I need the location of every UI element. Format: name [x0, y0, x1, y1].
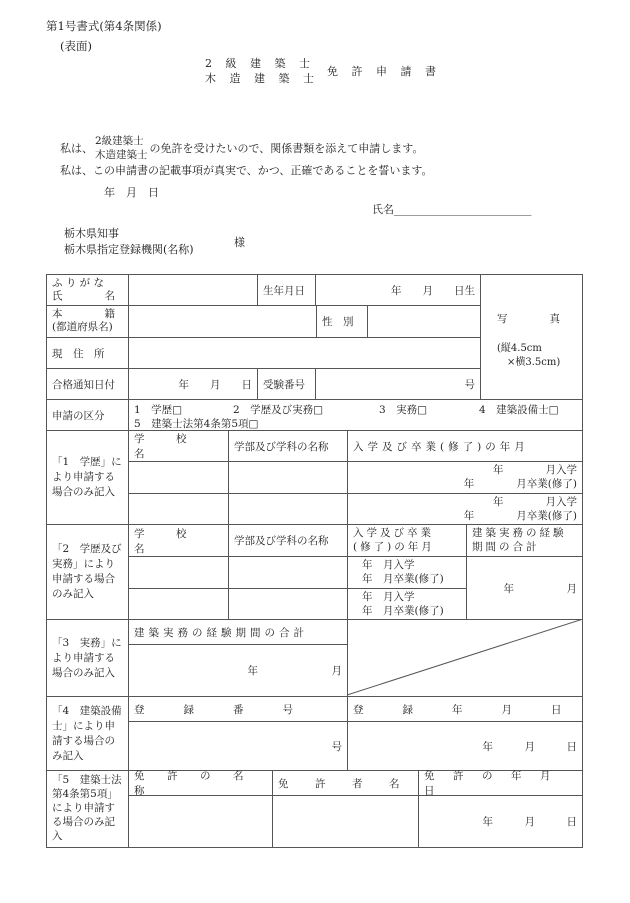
sec4-reg-number-input[interactable]: 号	[128, 721, 348, 771]
sec5-col-license-name: 免 許 の 名 称	[128, 770, 273, 796]
statement-option-2kyu: 2級建築士	[95, 135, 144, 147]
category-option-4[interactable]: 4 建築設備士□	[479, 404, 559, 416]
domicile-input[interactable]	[128, 305, 317, 338]
sec2-col-experience: 建築実務の経験 期間の合計	[466, 524, 583, 557]
sec1-dept-input-1[interactable]	[228, 461, 348, 494]
title-option-2kyu: 2 級 建 築 士	[205, 57, 315, 70]
name-underline: _________________________	[394, 203, 532, 216]
application-statement	[60, 134, 423, 162]
category-label: 申請の区分	[46, 399, 129, 431]
name-input[interactable]	[128, 274, 258, 306]
sec1-label: 「1 学歴」により申請する場合のみ記入	[46, 430, 129, 525]
form-number: 第1号書式(第4条関係)	[46, 19, 162, 33]
title-suffix: 免 許 申 請 書	[327, 65, 441, 78]
title-option-mokuzo: 木 造 建 築 士	[205, 72, 319, 85]
sec2-experience-input[interactable]: 年 月	[466, 556, 583, 620]
sec2-school-input-1[interactable]	[128, 556, 229, 589]
statement-body: の免許を受けたいので、関係書類を添えて申請します。	[149, 142, 424, 155]
birthdate-label: 生年月日	[257, 274, 316, 306]
sec3-col-experience: 建築実務の経験期間の合計	[128, 619, 348, 645]
pass-date-label: 合格通知日付	[46, 368, 129, 400]
category-option-3[interactable]: 3 実務□	[379, 404, 428, 416]
sec1-dates-input-2[interactable]: 年 月入学 年 月卒業(修了)	[347, 493, 583, 525]
sec2-col-dept: 学部及び学科の名称	[228, 524, 348, 557]
category-options	[128, 399, 583, 431]
application-form-table	[46, 274, 583, 848]
honorific: 様	[234, 236, 245, 249]
application-date[interactable]: 年 月 日	[104, 186, 159, 199]
sec2-dates-input-2[interactable]: 年 月入学 年 月卒業(修了)	[347, 588, 467, 620]
statement-option-mokuzo: 木造建築士	[95, 149, 148, 161]
sec3-label: 「3 実務」により申請する場合のみ記入	[46, 619, 129, 697]
sex-label: 性 別	[316, 305, 368, 338]
sec1-school-input-2[interactable]	[128, 493, 229, 525]
category-option-5[interactable]: 5 建築士法第4条第5項□	[134, 418, 259, 430]
sec1-col-school: 学 校 名	[128, 430, 229, 462]
sec1-school-input-1[interactable]	[128, 461, 229, 494]
birthdate-input[interactable]: 年 月 日生	[315, 274, 481, 306]
pass-date-input[interactable]: 年 月 日	[128, 368, 258, 400]
address-input[interactable]	[128, 337, 481, 369]
sec3-experience-input[interactable]: 年 月	[128, 644, 348, 697]
sec4-col-reg-number: 登 録 番 号	[128, 696, 348, 722]
sec5-licensee-input[interactable]	[272, 795, 419, 848]
photo-area	[480, 274, 583, 400]
domicile-sublabel: (都道府県名)	[52, 321, 113, 333]
sec5-col-license-date: 免 許 の 年 月 日	[418, 770, 583, 796]
sec2-dept-input-1[interactable]	[228, 556, 348, 589]
sex-input[interactable]	[367, 305, 481, 338]
domicile-label-cell	[46, 305, 129, 338]
sec5-license-name-input[interactable]	[128, 795, 273, 848]
diagonal-strike-line	[347, 619, 583, 697]
oath-statement: 私は、この申請書の記載事項が真実で、かつ、正確であることを誓います。	[60, 164, 433, 177]
name-label: 氏 名	[52, 290, 115, 302]
exam-number-input[interactable]: 号	[315, 368, 481, 400]
name-label: 氏名	[372, 203, 394, 216]
sec5-col-licensee: 免 許 者 名	[272, 770, 419, 796]
sec1-col-dept: 学部及び学科の名称	[228, 430, 348, 462]
address-label: 現 住 所	[46, 337, 129, 369]
sec3-void-area	[347, 619, 583, 697]
side-label: (表面)	[60, 39, 92, 53]
photo-size-height: (縦4.5cm	[497, 343, 542, 354]
addressee-agency: 栃木県指定登録機関(名称)	[64, 243, 194, 256]
sec5-license-date-input[interactable]: 年 月 日	[418, 795, 583, 848]
category-option-1[interactable]: 1 学歴□	[134, 404, 183, 416]
name-label-cell	[46, 274, 129, 306]
sec2-dates-input-1[interactable]: 年 月入学 年 月卒業(修了)	[347, 556, 467, 589]
sec1-dept-input-2[interactable]	[228, 493, 348, 525]
document-title	[205, 56, 441, 86]
sec4-reg-date-input[interactable]: 年 月 日	[347, 721, 583, 771]
category-option-2[interactable]: 2 学歴及び実務□	[233, 404, 324, 416]
exam-number-label: 受験番号	[257, 368, 316, 400]
sec2-label: 「2 学歴及び実務」により申請する場合のみ記入	[46, 524, 129, 620]
applicant-name-field[interactable]	[372, 201, 532, 217]
statement-prefix: 私は、	[60, 142, 93, 155]
sec1-dates-input-1[interactable]: 年 月入学 年 月卒業(修了)	[347, 461, 583, 494]
sec2-school-input-2[interactable]	[128, 588, 229, 620]
sec2-col-dates: 入学及び卒業 (修了)の年月	[347, 524, 467, 557]
addressee	[64, 226, 194, 258]
photo-label: 写 真	[497, 313, 560, 325]
sec2-dept-input-2[interactable]	[228, 588, 348, 620]
furigana-label: ふ り が な	[52, 277, 105, 289]
sec4-label: 「4 建築設備士」により申請する場合のみ記入	[46, 696, 129, 771]
addressee-governor: 栃木県知事	[64, 227, 119, 240]
sec5-label: 「5 建築士法第4条第5項」により申請する場合のみ記入	[46, 770, 129, 848]
sec4-col-reg-date: 登 録 年 月 日	[347, 696, 583, 722]
sec2-col-school: 学 校 名	[128, 524, 229, 557]
photo-size-width: ×横3.5cm)	[507, 357, 561, 368]
sec1-col-dates: 入学及び卒業(修了)の年月	[347, 430, 583, 462]
domicile-label: 本 籍	[52, 308, 115, 320]
